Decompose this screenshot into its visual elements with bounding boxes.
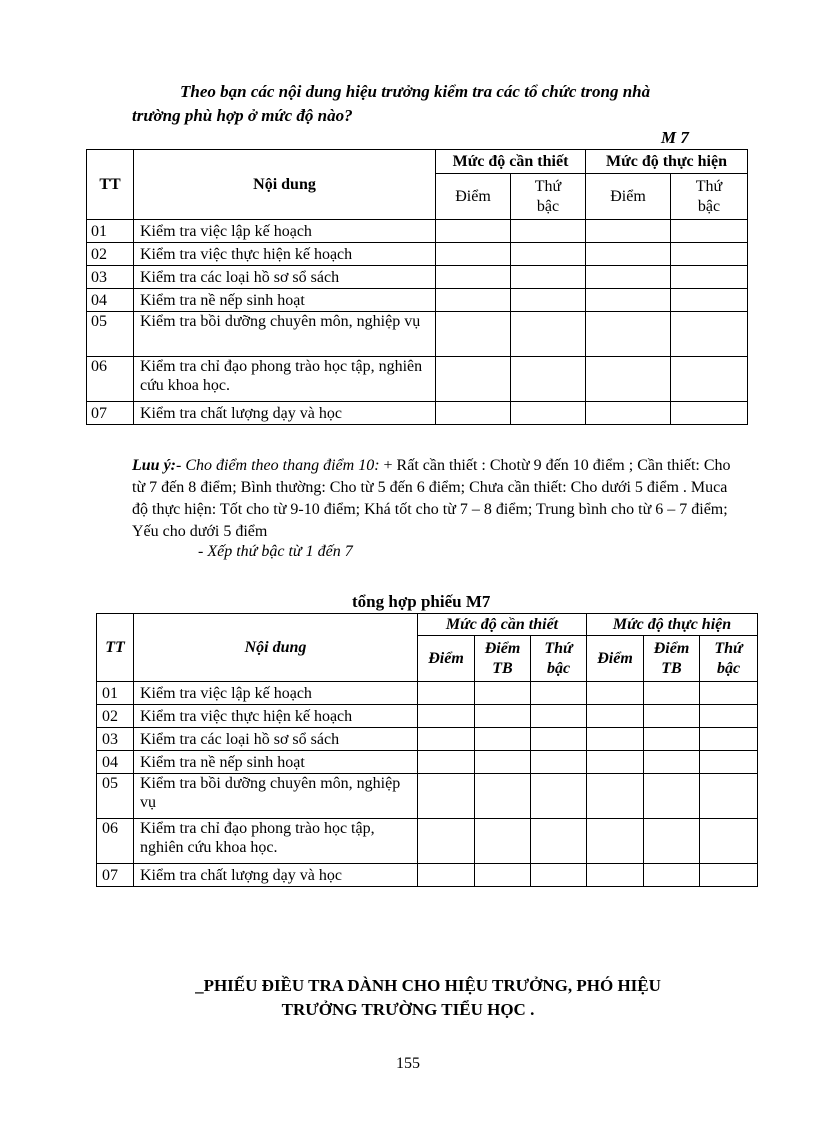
table-row xyxy=(87,289,748,312)
answer-cell[interactable] xyxy=(475,705,531,728)
answer-cell[interactable] xyxy=(531,705,587,728)
answer-cell[interactable] xyxy=(700,819,758,864)
answer-cell[interactable] xyxy=(587,751,644,774)
answer-cell[interactable] xyxy=(671,220,748,243)
row-number: 05 xyxy=(97,774,134,819)
table-row xyxy=(97,819,758,864)
answer-cell[interactable] xyxy=(418,751,475,774)
row-number: 03 xyxy=(87,266,134,289)
answer-cell[interactable] xyxy=(511,289,586,312)
summary-header-implementation: Mức độ thực hiện xyxy=(587,614,758,636)
answer-cell[interactable] xyxy=(475,819,531,864)
answer-cell[interactable] xyxy=(511,402,586,425)
answer-cell[interactable] xyxy=(475,728,531,751)
row-content: Kiểm tra nề nếp sinh hoạt xyxy=(134,289,436,312)
answer-cell[interactable] xyxy=(586,266,671,289)
answer-cell[interactable] xyxy=(511,357,586,402)
answer-cell[interactable] xyxy=(531,819,587,864)
answer-cell[interactable] xyxy=(587,682,644,705)
question-line-2: trường phù hợp ở mức độ nào? xyxy=(132,106,353,125)
answer-cell[interactable] xyxy=(475,774,531,819)
row-content: Kiểm tra việc thực hiện kế hoạch xyxy=(134,705,418,728)
summary-header-implementation-rank: Thứ bậc xyxy=(700,636,758,682)
header-implementation-score: Điểm xyxy=(586,174,671,220)
answer-cell[interactable] xyxy=(586,312,671,357)
form-code: M 7 xyxy=(661,128,689,147)
answer-cell[interactable] xyxy=(644,751,700,774)
answer-cell[interactable] xyxy=(418,819,475,864)
row-number: 01 xyxy=(87,220,134,243)
header-necessity: Mức độ cần thiết xyxy=(436,150,586,174)
table-row xyxy=(97,774,758,819)
answer-cell[interactable] xyxy=(511,220,586,243)
summary-table xyxy=(96,613,758,887)
answer-cell[interactable] xyxy=(436,312,511,357)
row-number: 07 xyxy=(97,864,134,887)
row-number: 04 xyxy=(97,751,134,774)
answer-cell[interactable] xyxy=(436,220,511,243)
row-number: 02 xyxy=(97,705,134,728)
row-content: Kiểm tra bồi dưỡng chuyên môn, nghiệp vụ xyxy=(134,774,418,819)
row-number: 03 xyxy=(97,728,134,751)
answer-cell[interactable] xyxy=(644,682,700,705)
answer-cell[interactable] xyxy=(586,289,671,312)
table-row xyxy=(97,705,758,728)
row-number: 07 xyxy=(87,402,134,425)
row-number: 06 xyxy=(87,357,134,402)
table-row xyxy=(97,751,758,774)
row-number: 06 xyxy=(97,819,134,864)
row-content: Kiểm tra chỉ đạo phong trào học tập, nghiên cứu khoa học. xyxy=(134,819,418,864)
answer-cell[interactable] xyxy=(671,243,748,266)
answer-cell[interactable] xyxy=(586,402,671,425)
answer-cell[interactable] xyxy=(436,266,511,289)
question-line-1: Theo bạn các nội dung hiệu trưởng kiểm tra các tổ chức trong nhà xyxy=(180,82,651,101)
table-row xyxy=(97,864,758,887)
header-necessity-rank: Thứ bậc xyxy=(511,174,586,220)
answer-cell[interactable] xyxy=(586,357,671,402)
answer-cell[interactable] xyxy=(436,243,511,266)
answer-cell[interactable] xyxy=(644,864,700,887)
row-content: Kiểm tra việc lập kế hoạch xyxy=(134,682,418,705)
summary-header-necessity-score: Điểm xyxy=(418,636,475,682)
answer-cell[interactable] xyxy=(531,751,587,774)
answer-cell[interactable] xyxy=(418,705,475,728)
answer-cell[interactable] xyxy=(511,266,586,289)
row-content: Kiểm tra các loại hồ sơ sổ sách xyxy=(134,728,418,751)
answer-cell[interactable] xyxy=(587,705,644,728)
answer-cell[interactable] xyxy=(671,402,748,425)
answer-cell[interactable] xyxy=(436,357,511,402)
answer-cell[interactable] xyxy=(700,728,758,751)
header-implementation-rank: Thứ bậc xyxy=(671,174,748,220)
table-row xyxy=(87,220,748,243)
answer-cell[interactable] xyxy=(700,774,758,819)
table-row xyxy=(87,243,748,266)
note-scale: - Cho điểm theo thang điểm 10: xyxy=(176,457,380,474)
answer-cell[interactable] xyxy=(418,774,475,819)
answer-cell[interactable] xyxy=(671,289,748,312)
summary-header-implementation-score: Điểm xyxy=(587,636,644,682)
answer-cell[interactable] xyxy=(671,266,748,289)
answer-cell[interactable] xyxy=(671,312,748,357)
row-number: 01 xyxy=(97,682,134,705)
row-content: Kiểm tra các loại hồ sơ sổ sách xyxy=(134,266,436,289)
note-paragraph xyxy=(132,455,732,543)
header-content: Nội dung xyxy=(134,150,436,220)
table-row xyxy=(87,312,748,357)
answer-cell[interactable] xyxy=(511,243,586,266)
row-content: Kiểm tra chất lượng dạy và học xyxy=(134,402,436,425)
answer-cell[interactable] xyxy=(644,705,700,728)
row-content: Kiểm tra chất lượng dạy và học xyxy=(134,864,418,887)
row-number: 05 xyxy=(87,312,134,357)
table-row xyxy=(87,357,748,402)
row-content: Kiểm tra nề nếp sinh hoạt xyxy=(134,751,418,774)
answer-cell[interactable] xyxy=(700,751,758,774)
summary-header-tt: TT xyxy=(97,614,134,682)
answer-cell[interactable] xyxy=(436,289,511,312)
survey-section-title xyxy=(0,974,816,1022)
answer-cell[interactable] xyxy=(418,682,475,705)
note-label: Luu ý: xyxy=(132,457,176,474)
answer-cell[interactable] xyxy=(586,220,671,243)
table-row xyxy=(97,728,758,751)
header-implementation: Mức độ thực hiện xyxy=(586,150,748,174)
answer-cell[interactable] xyxy=(511,312,586,357)
summary-header-content: Nội dung xyxy=(134,614,418,682)
note-body: + Rất cần thiết : Chotừ 9 đến 10 điểm ; Cần thiết: Cho từ 7 đến 8 điểm; Bình thường: Cho từ 5 đến 6 điểm; Chưa cần thiết: Cho dưới 5 điểm . Muca độ thực hiện: Tốt cho từ 9-10 điểm; Khá tốt cho từ 7 – 8 điểm; Trung bình cho từ 6 – 7 điểm; Yếu cho dưới 5 điểm xyxy=(132,457,731,540)
answer-cell[interactable] xyxy=(531,864,587,887)
answer-cell[interactable] xyxy=(475,864,531,887)
answer-cell[interactable] xyxy=(644,728,700,751)
answer-cell[interactable] xyxy=(531,728,587,751)
answer-cell[interactable] xyxy=(644,819,700,864)
table-row xyxy=(87,402,748,425)
note-rank-instruction: - Xếp thứ bậc từ 1 đến 7 xyxy=(198,543,353,560)
answer-cell[interactable] xyxy=(418,728,475,751)
answer-cell[interactable] xyxy=(475,751,531,774)
answer-cell[interactable] xyxy=(644,774,700,819)
summary-header-necessity: Mức độ cần thiết xyxy=(418,614,587,636)
survey-section-title-line-2: TRƯỞNG TRƯỜNG TIỂU HỌC . xyxy=(281,1000,535,1019)
answer-cell[interactable] xyxy=(586,243,671,266)
row-number: 04 xyxy=(87,289,134,312)
answer-cell[interactable] xyxy=(700,705,758,728)
answer-cell[interactable] xyxy=(531,774,587,819)
summary-header-necessity-avg: Điểm TB xyxy=(475,636,531,682)
answer-cell[interactable] xyxy=(475,682,531,705)
survey-section-title-line-1: _PHIẾU ĐIỀU TRA DÀNH CHO HIỆU TRƯỞNG, PHÓ HIỆU xyxy=(195,976,661,995)
summary-header-necessity-rank: Thứ bậc xyxy=(531,636,587,682)
answer-cell[interactable] xyxy=(587,819,644,864)
summary-header-implementation-avg: Điểm TB xyxy=(644,636,700,682)
row-content: Kiểm tra bồi dưỡng chuyên môn, nghiệp vụ xyxy=(134,312,436,357)
row-content: Kiểm tra chỉ đạo phong trào học tập, nghiên cứu khoa học. xyxy=(134,357,436,402)
header-necessity-score: Điểm xyxy=(436,174,511,220)
table-row xyxy=(87,266,748,289)
answer-cell[interactable] xyxy=(418,864,475,887)
answer-cell[interactable] xyxy=(587,864,644,887)
row-content: Kiểm tra việc lập kế hoạch xyxy=(134,220,436,243)
answer-cell[interactable] xyxy=(671,357,748,402)
answer-cell[interactable] xyxy=(531,682,587,705)
answer-cell[interactable] xyxy=(700,682,758,705)
summary-title: tổng hợp phiếu M7 xyxy=(352,592,491,611)
answer-cell[interactable] xyxy=(700,864,758,887)
row-number: 02 xyxy=(87,243,134,266)
page-number: 155 xyxy=(396,1055,420,1072)
answer-cell[interactable] xyxy=(587,728,644,751)
row-content: Kiểm tra việc thực hiện kế hoạch xyxy=(134,243,436,266)
answer-cell[interactable] xyxy=(587,774,644,819)
table-row xyxy=(97,682,758,705)
survey-table xyxy=(86,149,748,425)
answer-cell[interactable] xyxy=(436,402,511,425)
header-tt: TT xyxy=(87,150,134,220)
